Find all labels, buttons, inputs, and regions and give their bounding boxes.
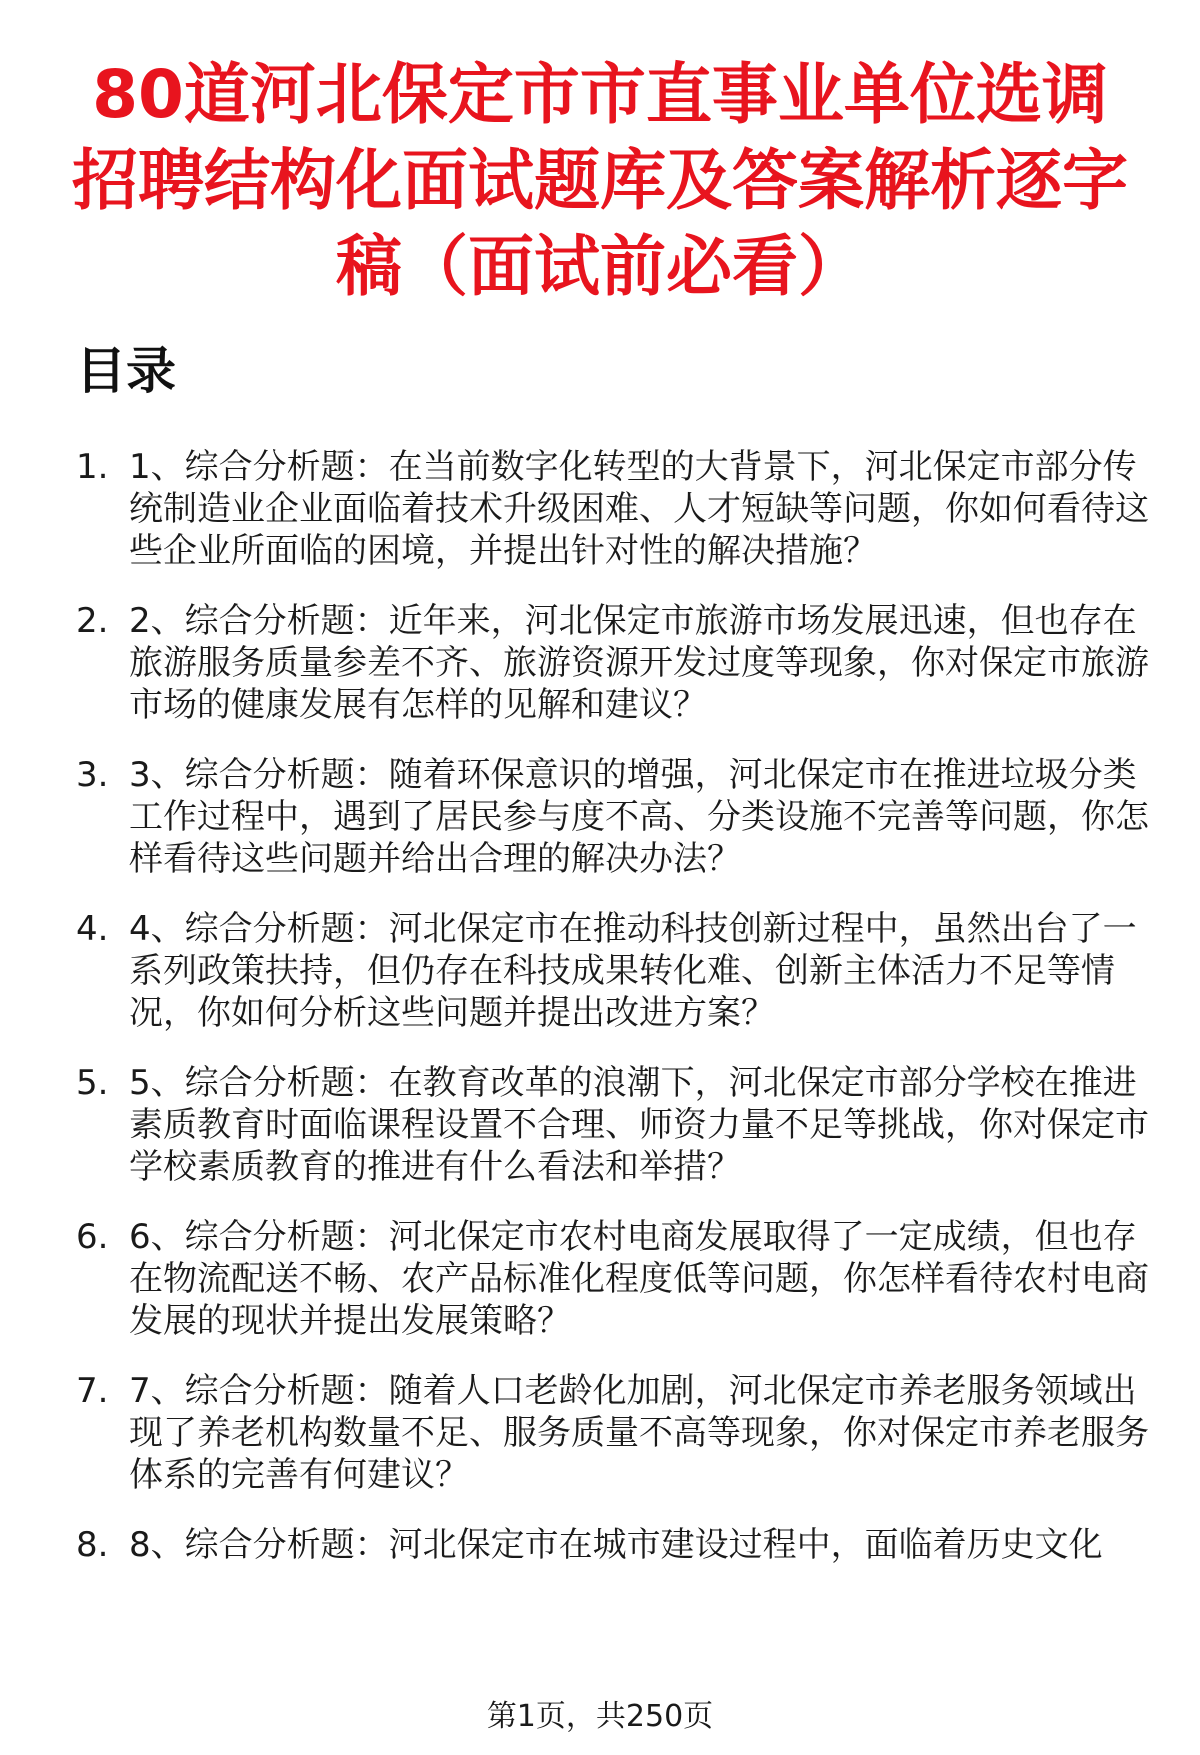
toc-item[interactable] <box>76 1062 1156 1188</box>
toc-item-text: 5、综合分析题：在教育改革的浪潮下，河北保定市部分学校在推进素质教育时面临课程设置不合理、师资力量不足等挑战，你对保定市学校素质教育的推进有什么看法和举措？ <box>129 1063 1149 1187</box>
page-footer: 第1页，共250页 <box>486 1699 714 1734</box>
toc-heading: 目录 <box>76 342 176 400</box>
toc-item[interactable] <box>76 446 1156 572</box>
toc-item-number: 3. <box>76 755 109 795</box>
toc-list <box>76 446 1156 1594</box>
toc-item-text: 8、综合分析题：河北保定市在城市建设过程中，面临着历史文化 <box>129 1525 1103 1565</box>
toc-item[interactable] <box>76 1524 1156 1566</box>
toc-item-number: 8. <box>76 1525 109 1565</box>
toc-item-number: 1. <box>76 447 109 487</box>
toc-item-number: 2. <box>76 601 109 641</box>
document-title: 80道河北保定市市直事业单位选调招聘结构化面试题库及答案解析逐字稿（面试前必看） <box>72 56 1128 305</box>
toc-item[interactable] <box>76 754 1156 880</box>
toc-item-number: 4. <box>76 909 109 949</box>
toc-item-number: 5. <box>76 1063 109 1103</box>
toc-item-text: 6、综合分析题：河北保定市农村电商发展取得了一定成绩，但也存在物流配送不畅、农产品标准化程度低等问题，你怎样看待农村电商发展的现状并提出发展策略？ <box>129 1217 1149 1341</box>
toc-item-text: 7、综合分析题：随着人口老龄化加剧，河北保定市养老服务领域出现了养老机构数量不足、服务质量不高等现象，你对保定市养老服务体系的完善有何建议？ <box>129 1371 1149 1495</box>
toc-item-number: 7. <box>76 1371 109 1411</box>
toc-item[interactable] <box>76 1216 1156 1342</box>
toc-item[interactable] <box>76 1370 1156 1496</box>
toc-item-text: 4、综合分析题：河北保定市在推动科技创新过程中，虽然出台了一系列政策扶持，但仍存在科技成果转化难、创新主体活力不足等情况，你如何分析这些问题并提出改进方案？ <box>129 909 1137 1033</box>
toc-item-number: 6. <box>76 1217 109 1257</box>
toc-item-text: 3、综合分析题：随着环保意识的增强，河北保定市在推进垃圾分类工作过程中，遇到了居民参与度不高、分类设施不完善等问题，你怎样看待这些问题并给出合理的解决办法？ <box>129 755 1149 879</box>
toc-item-text: 1、综合分析题：在当前数字化转型的大背景下，河北保定市部分传统制造业企业面临着技术升级困难、人才短缺等问题，你如何看待这些企业所面临的困境，并提出针对性的解决措施？ <box>129 447 1149 571</box>
toc-item-text: 2、综合分析题：近年来，河北保定市旅游市场发展迅速，但也存在旅游服务质量参差不齐、旅游资源开发过度等现象，你对保定市旅游市场的健康发展有怎样的见解和建议？ <box>129 601 1149 725</box>
toc-item[interactable] <box>76 600 1156 726</box>
toc-item[interactable] <box>76 908 1156 1034</box>
